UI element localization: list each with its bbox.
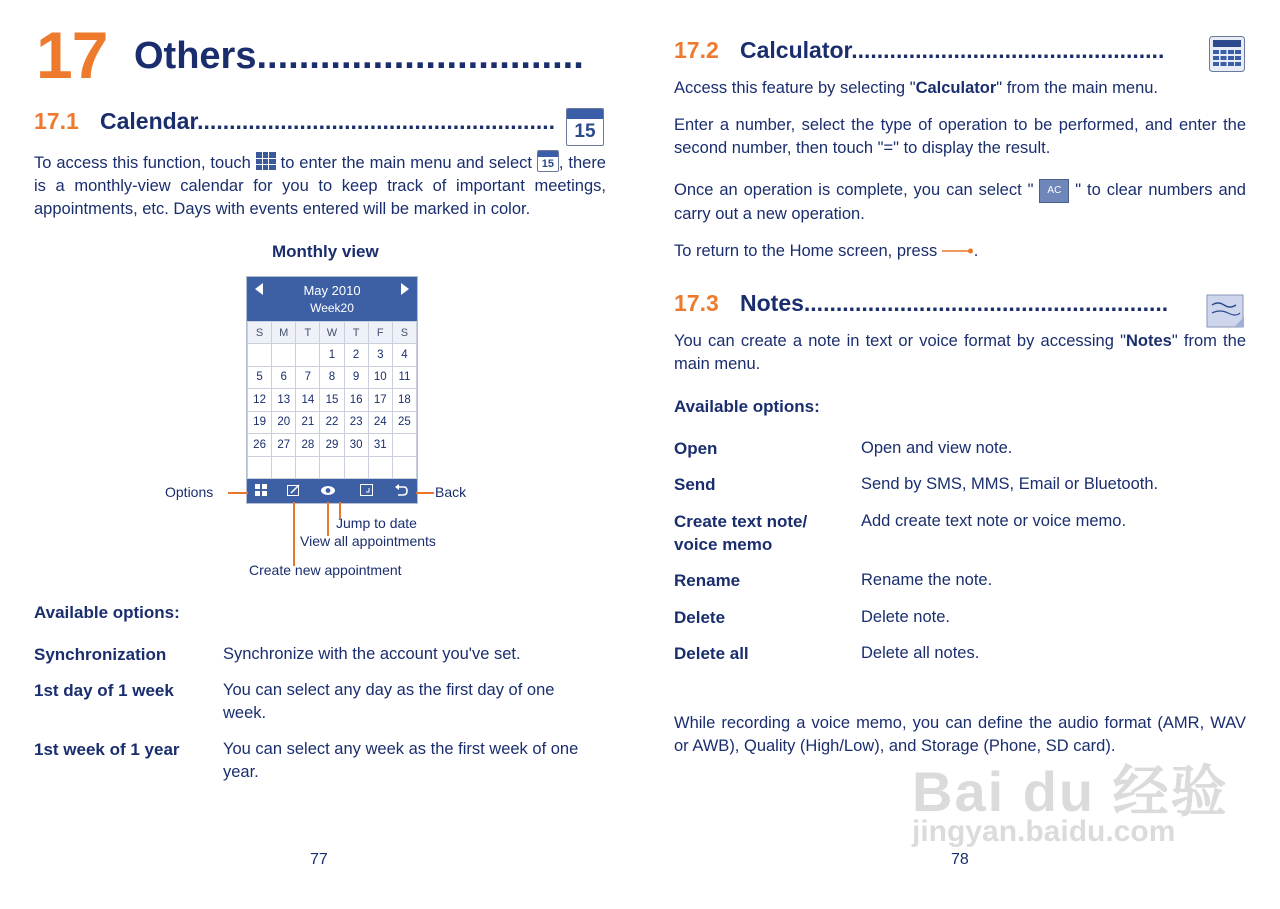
calendar-day-cell[interactable]: 6 — [272, 366, 296, 389]
option-desc: Send by SMS, MMS, Email or Bluetooth. — [861, 475, 1159, 493]
option-desc: Delete all notes. — [861, 644, 980, 662]
notes-app-icon — [1206, 293, 1246, 329]
weekday-label: S — [248, 322, 272, 344]
calendar-day-cell[interactable] — [344, 456, 368, 479]
option-name: Delete — [674, 608, 726, 627]
calendar-day-cell[interactable] — [368, 456, 392, 479]
calculator-bold: Calculator — [915, 79, 997, 97]
leader-dots: ........................................................ — [197, 108, 556, 134]
calendar-week-row — [248, 366, 417, 389]
create-appointment-icon[interactable] — [287, 484, 302, 500]
calendar-day-cell[interactable]: 9 — [344, 366, 368, 389]
section-number: 17.3 — [674, 290, 719, 316]
calculator-para-4: To return to the Home screen, press . — [674, 238, 1246, 263]
option-name: Rename — [674, 571, 741, 590]
text: To return to the Home screen, press — [674, 242, 938, 260]
weekday-label: T — [296, 322, 320, 344]
callout-create-new: Create new appointment — [249, 562, 402, 578]
calendar-day-cell[interactable]: 25 — [392, 411, 416, 434]
calendar-day-cell[interactable]: 20 — [272, 411, 296, 434]
intro-text-1: To access this function, touch — [34, 154, 256, 172]
calendar-day-cell[interactable] — [296, 456, 320, 479]
calendar-week-row — [248, 344, 417, 367]
calendar-day-cell[interactable] — [248, 344, 272, 367]
weekday-label: T — [344, 322, 368, 344]
section-title: Notes — [740, 290, 804, 316]
calendar-day-cell[interactable]: 31 — [368, 434, 392, 457]
calendar-day-cell[interactable] — [392, 456, 416, 479]
calendar-day-cell[interactable]: 23 — [344, 411, 368, 434]
notes-intro-paragraph — [674, 330, 1246, 376]
back-callout-line — [416, 492, 434, 494]
calendar-day-cell[interactable]: 11 — [392, 366, 416, 389]
weekday-label: S — [392, 322, 416, 344]
calendar-week: Week20 — [310, 301, 354, 315]
calendar-grid — [247, 321, 417, 479]
callout-options: Options — [165, 484, 214, 500]
calendar-intro-paragraph — [34, 150, 606, 221]
calendar-day-cell[interactable]: 8 — [320, 366, 344, 389]
option-name: 1st week of 1 year — [34, 740, 180, 759]
text: Access this feature by selecting " — [674, 79, 916, 97]
calendar-month: May 2010 — [303, 283, 361, 298]
watermark-url: jingyan.baidu.com — [912, 815, 1176, 848]
calendar-day-cell[interactable]: 14 — [296, 389, 320, 412]
option-desc: You can select any week as the first week of one year. — [223, 740, 579, 781]
calendar-week-row — [248, 411, 417, 434]
calendar-day-cell[interactable] — [392, 434, 416, 457]
calendar-day-cell[interactable] — [272, 456, 296, 479]
text: You can create a note in text or voice format by accessing " — [674, 332, 1126, 350]
calendar-day-cell[interactable] — [248, 456, 272, 479]
option-desc: Rename the note. — [861, 571, 993, 589]
intro-text-2: to enter the main menu and select — [275, 154, 537, 172]
calendar-day-cell[interactable]: 18 — [392, 389, 416, 412]
calendar-header — [247, 277, 417, 321]
section-number: 17.1 — [34, 108, 79, 134]
home-key-icon — [942, 238, 974, 244]
option-name: Open — [674, 439, 718, 458]
calendar-day-cell[interactable]: 5 — [248, 366, 272, 389]
page-number-left: 77 — [310, 851, 328, 868]
option-name: Delete all — [674, 644, 749, 663]
option-desc: Open and view note. — [861, 439, 1013, 457]
option-name: 1st day of 1 week — [34, 681, 174, 700]
calculator-app-icon — [1209, 36, 1245, 72]
option-desc: Synchronize with the account you've set. — [223, 645, 521, 663]
leader-dots: ................................................. — [851, 37, 1165, 63]
section-heading-calculator — [674, 39, 1164, 62]
options-callout-line — [228, 492, 248, 494]
calendar-toolbar — [247, 479, 417, 503]
weekday-label: M — [272, 322, 296, 344]
ac-button-icon: AC — [1039, 179, 1069, 203]
calendar-day-cell[interactable]: 28 — [296, 434, 320, 457]
text: Once an operation is complete, you can select " — [674, 181, 1034, 199]
calendar-day-cell[interactable]: 17 — [368, 389, 392, 412]
calendar-day-cell[interactable]: 30 — [344, 434, 368, 457]
option-name: Synchronization — [34, 645, 167, 664]
weekday-label: F — [368, 322, 392, 344]
section-heading-calendar — [34, 110, 555, 133]
jump-to-date-icon[interactable] — [360, 484, 374, 500]
calendar-day-cell[interactable]: 29 — [320, 434, 344, 457]
calendar-week-row — [248, 456, 417, 479]
voice-memo-paragraph: While recording a voice memo, you can define the audio format (AMR, WAV or AWB), Quality (High/Low), and Storage (Phone, SD card). — [674, 714, 1246, 755]
figure-caption: Monthly view — [272, 242, 379, 261]
calendar-day-cell[interactable]: 21 — [296, 411, 320, 434]
calendar-day-cell[interactable]: 27 — [272, 434, 296, 457]
calendar-day-cell[interactable]: 24 — [368, 411, 392, 434]
page-number-right: 78 — [951, 851, 969, 868]
text: " to clear numbers and carry out a new operation. — [674, 181, 1246, 223]
calendar-day-cell[interactable]: 15 — [320, 389, 344, 412]
calendar-day-cell[interactable]: 3 — [368, 344, 392, 367]
option-desc: Add create text note or voice memo. — [861, 512, 1127, 530]
calendar-day-cell[interactable]: 26 — [248, 434, 272, 457]
create-callout-line — [293, 502, 295, 566]
available-options-heading-right: Available options: — [674, 397, 820, 416]
text: " from the main menu. — [674, 332, 1246, 373]
leader-dots: ......................................................... — [803, 290, 1169, 316]
calendar-day-cell[interactable]: 19 — [248, 411, 272, 434]
calculator-para-3 — [674, 179, 1246, 226]
calculator-para-1 — [674, 77, 1246, 100]
intro-text-3: , there is a monthly-view calendar for you to keep track of important meetings, appointments, etc. Days with events entered will be marked in color. — [34, 154, 606, 218]
calendar-app-icon — [566, 108, 604, 146]
callout-view-all: View all appointments — [300, 533, 436, 549]
calendar-day-cell[interactable] — [272, 344, 296, 367]
main-menu-grid-icon — [256, 152, 276, 170]
calendar-day-cell[interactable] — [320, 456, 344, 479]
calendar-day-cell[interactable] — [296, 344, 320, 367]
calendar-icon-label: 15 — [574, 121, 596, 143]
option-name: Create text note/ voice memo — [674, 512, 808, 554]
next-month-arrow-icon[interactable] — [401, 283, 409, 295]
calendar-day-cell[interactable]: 7 — [296, 366, 320, 389]
text: " from the main menu. — [996, 79, 1159, 97]
monthly-view-calendar — [246, 276, 418, 504]
available-options-heading-left: Available options: — [34, 603, 180, 622]
calculator-para-2: Enter a number, select the type of operation to be performed, and enter the second number, then touch "=" to display the result. — [674, 116, 1246, 157]
calendar-day-cell[interactable]: 2 — [344, 344, 368, 367]
callout-back: Back — [435, 484, 467, 500]
calendar-day-cell[interactable]: 16 — [344, 389, 368, 412]
weekday-label: W — [320, 322, 344, 344]
calendar-small-icon: 15 — [537, 150, 559, 172]
calendar-week-row — [248, 434, 417, 457]
section-number: 17.2 — [674, 37, 719, 63]
option-desc: You can select any day as the first day of one week. — [223, 681, 555, 722]
calendar-week-row — [248, 389, 417, 412]
notes-bold: Notes — [1125, 332, 1172, 350]
calendar-day-cell[interactable]: 22 — [320, 411, 344, 434]
calendar-day-cell[interactable]: 12 — [248, 389, 272, 412]
back-arrow-icon[interactable] — [394, 484, 408, 500]
calendar-day-cell[interactable]: 1 — [320, 344, 344, 367]
watermark-brand: Bai du 经验 — [912, 760, 1229, 823]
section-heading-notes — [674, 292, 1168, 315]
chapter-title: Others............................... — [134, 35, 584, 77]
weekday-row — [248, 322, 417, 344]
view-callout-line — [327, 502, 329, 536]
callout-jump-to-date: Jump to date — [336, 515, 417, 531]
section-title: Calculator — [740, 37, 852, 63]
chapter-number: 17 — [36, 18, 108, 92]
calendar-day-cell[interactable]: 13 — [272, 389, 296, 412]
options-grid-icon[interactable] — [255, 484, 268, 500]
section-title: Calendar — [100, 108, 198, 134]
option-name: Send — [674, 475, 716, 494]
calendar-day-cell[interactable]: 4 — [392, 344, 416, 367]
option-desc: Delete note. — [861, 608, 950, 626]
calendar-day-cell[interactable]: 10 — [368, 366, 392, 389]
view-all-eye-icon[interactable] — [320, 484, 336, 500]
